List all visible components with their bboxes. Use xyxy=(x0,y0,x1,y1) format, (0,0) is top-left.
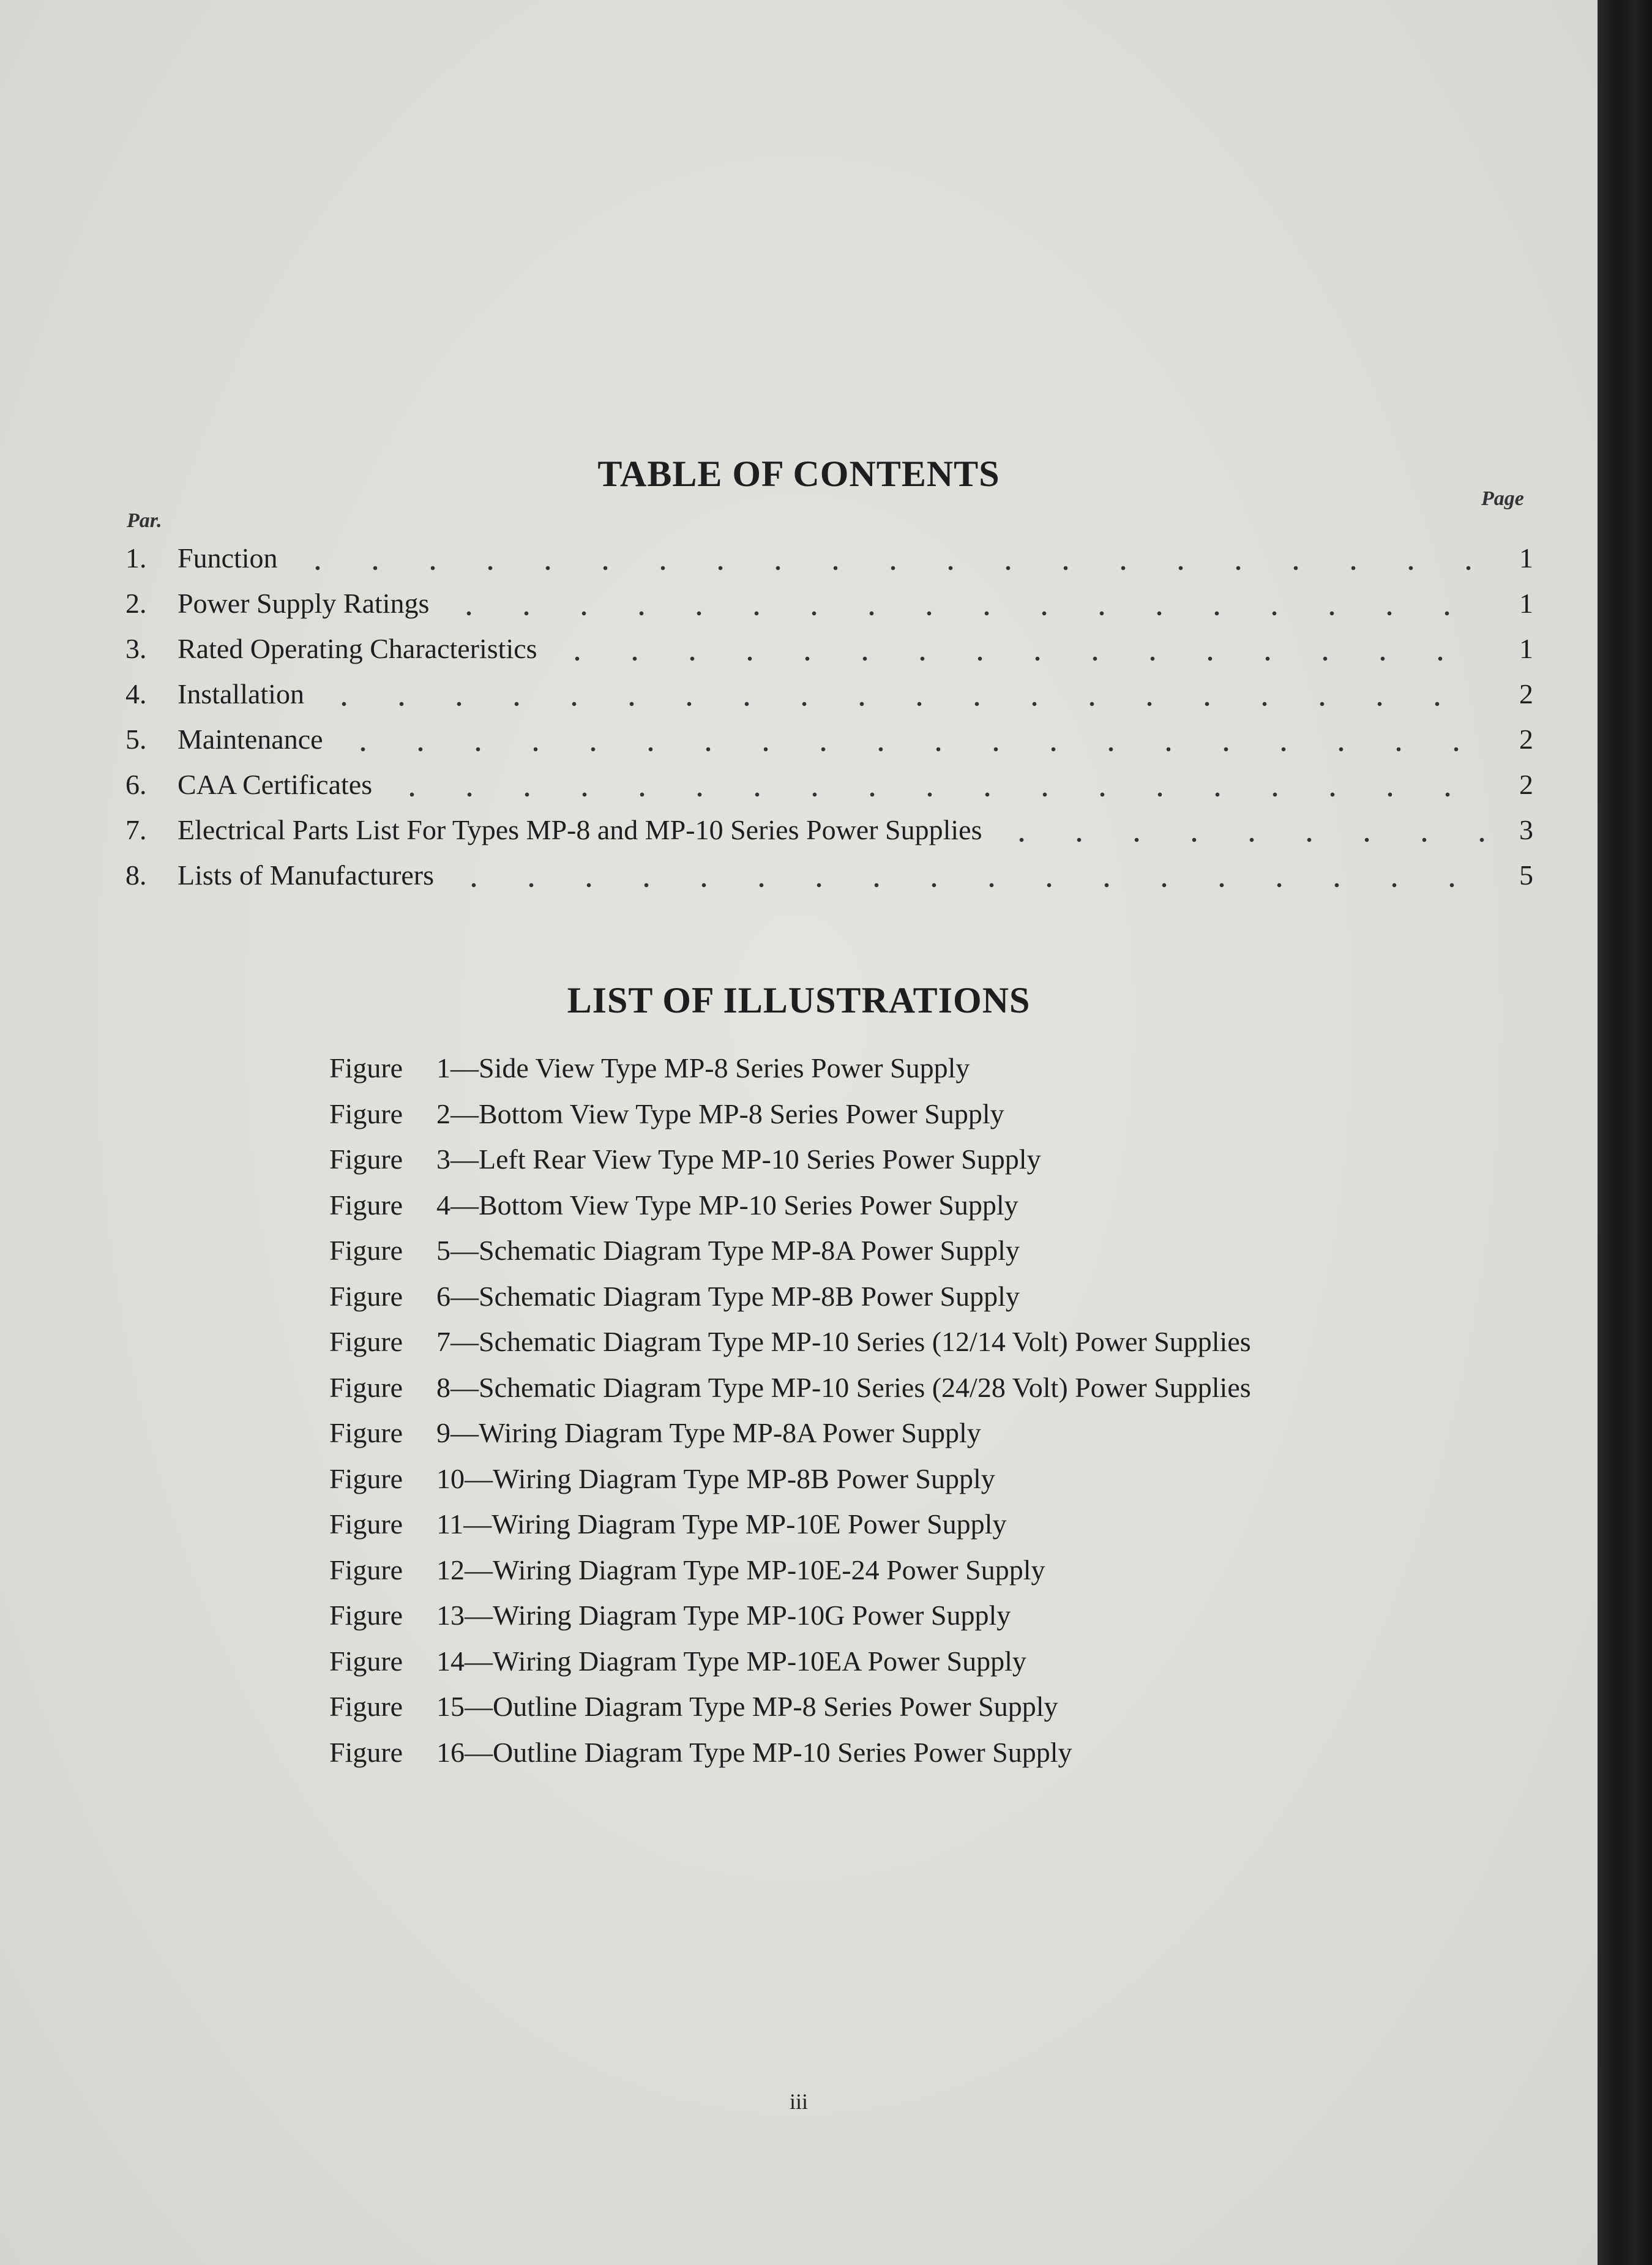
toc-entry-number: 6. xyxy=(125,769,147,800)
illustration-entry xyxy=(329,1645,1251,1691)
toc-entry-title: Rated Operating Characteristics xyxy=(178,633,537,664)
toc-heading: TABLE OF CONTENTS xyxy=(597,454,1000,494)
figure-label: Figure xyxy=(329,1052,403,1084)
figure-label: Figure xyxy=(329,1189,403,1221)
illustration-entry xyxy=(329,1736,1251,1782)
toc-entry-page: 1 xyxy=(1519,542,1533,574)
toc-entry xyxy=(125,859,1533,904)
toc-entry xyxy=(125,632,1533,678)
illustration-entry xyxy=(329,1599,1251,1645)
toc-entry-number: 4. xyxy=(125,678,147,709)
figure-label: Figure xyxy=(329,1144,403,1175)
toc-entry-page: 2 xyxy=(1519,678,1533,709)
toc-entry-title: Power Supply Ratings xyxy=(178,588,430,619)
book-binding xyxy=(1597,0,1652,2265)
figure-caption: 9—Wiring Diagram Type MP-8A Power Supply xyxy=(436,1417,981,1448)
toc-entry-number: 2. xyxy=(125,588,147,619)
toc-entry xyxy=(125,723,1533,768)
illustration-entry xyxy=(329,1325,1251,1371)
illustration-entry xyxy=(329,1417,1251,1462)
toc-entry-page: 2 xyxy=(1519,724,1533,755)
toc-entry-number: 8. xyxy=(125,859,147,891)
figure-label: Figure xyxy=(329,1371,403,1403)
toc-entry-page: 1 xyxy=(1519,633,1533,664)
toc-entry xyxy=(125,678,1533,723)
dot-leader xyxy=(334,744,1484,755)
toc-entry-page: 5 xyxy=(1519,859,1533,891)
figure-label: Figure xyxy=(329,1235,403,1266)
toc-entry-number: 7. xyxy=(125,814,147,845)
page-number: iii xyxy=(789,2089,808,2114)
toc-par-column-label: Par. xyxy=(127,509,162,532)
figure-label: Figure xyxy=(329,1691,403,1722)
figure-label: Figure xyxy=(329,1508,403,1540)
figure-caption: 7—Schematic Diagram Type MP-10 Series (12/14 Volt) Power Supplies xyxy=(436,1326,1251,1357)
figure-caption: 15—Outline Diagram Type MP-8 Series Power Supply xyxy=(436,1691,1058,1722)
dot-leader xyxy=(993,834,1484,845)
toc-entry-number: 3. xyxy=(125,633,147,664)
toc-entry-title: Function xyxy=(178,542,278,574)
toc-entry xyxy=(125,814,1533,859)
illustration-entry xyxy=(329,1143,1251,1189)
figure-caption: 12—Wiring Diagram Type MP-10E-24 Power Supply xyxy=(436,1554,1045,1586)
figure-label: Figure xyxy=(329,1098,403,1129)
figure-caption: 6—Schematic Diagram Type MP-8B Power Supply xyxy=(436,1280,1020,1312)
figure-caption: 11—Wiring Diagram Type MP-10E Power Supply xyxy=(436,1508,1007,1540)
illustration-entry xyxy=(329,1234,1251,1280)
illustration-entry xyxy=(329,1098,1251,1144)
toc-entry-number: 5. xyxy=(125,724,147,755)
figure-label: Figure xyxy=(329,1417,403,1448)
illustration-entry xyxy=(329,1371,1251,1417)
toc-entry-title: Electrical Parts List For Types MP-8 and MP-10 Series Power Supplies xyxy=(178,814,982,845)
dot-leader xyxy=(383,789,1484,800)
toc-entry-page: 3 xyxy=(1519,814,1533,845)
figure-label: Figure xyxy=(329,1600,403,1631)
toc-entry-page: 1 xyxy=(1519,588,1533,619)
illustration-entry xyxy=(329,1280,1251,1326)
illustrations-list xyxy=(329,1052,1251,1781)
dot-leader xyxy=(315,698,1484,709)
illustrations-heading: LIST OF ILLUSTRATIONS xyxy=(567,980,1031,1020)
toc-entry-page: 2 xyxy=(1519,769,1533,800)
figure-caption: 5—Schematic Diagram Type MP-8A Power Supply xyxy=(436,1235,1020,1266)
toc-entry-title: Maintenance xyxy=(178,724,323,755)
toc-entry-title: Lists of Manufacturers xyxy=(178,859,434,891)
illustration-entry xyxy=(329,1508,1251,1554)
figure-caption: 1—Side View Type MP-8 Series Power Supply xyxy=(436,1052,970,1084)
toc-entry xyxy=(125,587,1533,632)
dot-leader xyxy=(548,653,1484,664)
toc-page-column-label: Page xyxy=(1481,487,1524,510)
toc-entry xyxy=(125,768,1533,814)
figure-caption: 14—Wiring Diagram Type MP-10EA Power Supply xyxy=(436,1645,1026,1677)
figure-label: Figure xyxy=(329,1736,403,1768)
toc-entry-title: Installation xyxy=(178,678,304,709)
figure-caption: 13—Wiring Diagram Type MP-10G Power Supply xyxy=(436,1600,1011,1631)
figure-caption: 16—Outline Diagram Type MP-10 Series Power Supply xyxy=(436,1736,1072,1768)
illustration-entry xyxy=(329,1462,1251,1508)
figure-caption: 8—Schematic Diagram Type MP-10 Series (24/28 Volt) Power Supplies xyxy=(436,1371,1251,1403)
illustration-entry xyxy=(329,1690,1251,1736)
toc-list xyxy=(125,542,1533,904)
illustration-entry xyxy=(329,1052,1251,1098)
toc-entry xyxy=(125,542,1533,587)
figure-caption: 3—Left Rear View Type MP-10 Series Power Supply xyxy=(436,1144,1041,1175)
figure-caption: 2—Bottom View Type MP-8 Series Power Supply xyxy=(436,1098,1004,1129)
toc-entry-title: CAA Certificates xyxy=(178,769,373,800)
toc-entry-number: 1. xyxy=(125,542,147,574)
figure-caption: 4—Bottom View Type MP-10 Series Power Supply xyxy=(436,1189,1018,1221)
figure-label: Figure xyxy=(329,1280,403,1312)
figure-label: Figure xyxy=(329,1326,403,1357)
figure-caption: 10—Wiring Diagram Type MP-8B Power Supply xyxy=(436,1462,995,1494)
figure-label: Figure xyxy=(329,1462,403,1494)
figure-label: Figure xyxy=(329,1554,403,1586)
figure-label: Figure xyxy=(329,1645,403,1677)
illustration-entry xyxy=(329,1554,1251,1600)
illustration-entry xyxy=(329,1189,1251,1235)
dot-leader xyxy=(440,608,1484,619)
dot-leader xyxy=(445,880,1484,891)
dot-leader xyxy=(289,563,1484,574)
